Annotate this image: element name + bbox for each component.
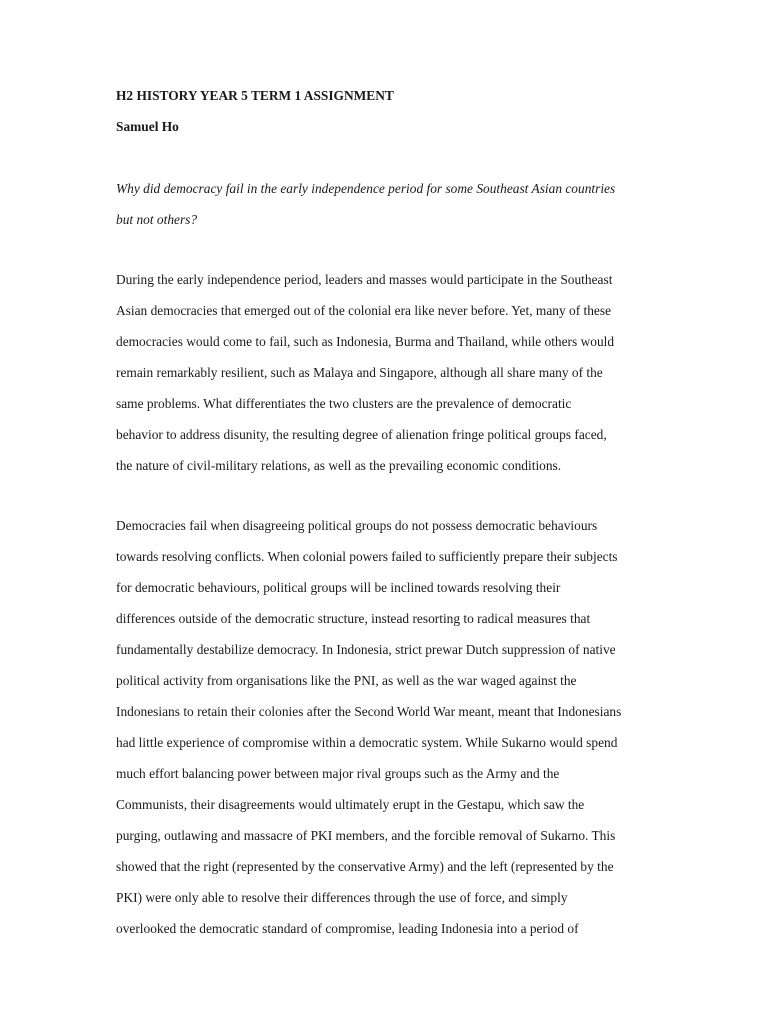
essay-question-line: but not others?	[116, 212, 198, 227]
paragraph-2-line: fundamentally destabilize democracy. In Indonesia, strict prewar Dutch suppression of native	[116, 642, 616, 657]
paragraph-2-line: showed that the right (represented by the conservative Army) and the left (represented by the	[116, 859, 614, 874]
paragraph-2-line: Democracies fail when disagreeing political groups do not possess democratic behaviours	[116, 518, 598, 533]
paragraph-2-line: much effort balancing power between major rival groups such as the Army and the	[116, 766, 560, 781]
paragraph-2-line: purging, outlawing and massacre of PKI members, and the forcible removal of Sukarno. This	[116, 828, 616, 843]
essay-question-line: Why did democracy fail in the early independence period for some Southeast Asian countries	[116, 181, 616, 196]
paragraph-2-line: PKI) were only able to resolve their differences through the use of force, and simply	[116, 890, 568, 905]
paragraph-2-line: for democratic behaviours, political groups will be inclined towards resolving their	[116, 580, 561, 595]
paragraph-2-line: overlooked the democratic standard of compromise, leading Indonesia into a period of	[116, 921, 579, 936]
paragraph-2-line: towards resolving conflicts. When colonial powers failed to sufficiently prepare their subjects	[116, 549, 618, 564]
document-title: H2 HISTORY YEAR 5 TERM 1 ASSIGNMENT	[116, 88, 394, 103]
paragraph-2-line: had little experience of compromise within a democratic system. While Sukarno would spend	[116, 735, 618, 750]
paragraph-1-line: During the early independence period, leaders and masses would participate in the Southeast	[116, 272, 613, 287]
paragraph-1-line: the nature of civil-military relations, as well as the prevailing economic conditions.	[116, 458, 562, 473]
paragraph-2-line: Indonesians to retain their colonies after the Second World War meant, meant that Indonesians	[116, 704, 622, 719]
paragraph-2-line: political activity from organisations like the PNI, as well as the war waged against the	[116, 673, 577, 688]
paragraph-1-line: behavior to address disunity, the resulting degree of alienation fringe political groups faced,	[116, 427, 607, 442]
paragraph-1-line: same problems. What differentiates the two clusters are the prevalence of democratic	[116, 396, 572, 411]
author-name: Samuel Ho	[116, 119, 179, 134]
paragraph-2-line: differences outside of the democratic structure, instead resorting to radical measures that	[116, 611, 591, 626]
paragraph-2-line: Communists, their disagreements would ultimately erupt in the Gestapu, which saw the	[116, 797, 585, 812]
paragraph-1-line: remain remarkably resilient, such as Malaya and Singapore, although all share many of the	[116, 365, 603, 380]
paragraph-1-line: Asian democracies that emerged out of the colonial era like never before. Yet, many of these	[116, 303, 612, 318]
paragraph-1-line: democracies would come to fail, such as Indonesia, Burma and Thailand, while others would	[116, 334, 615, 349]
